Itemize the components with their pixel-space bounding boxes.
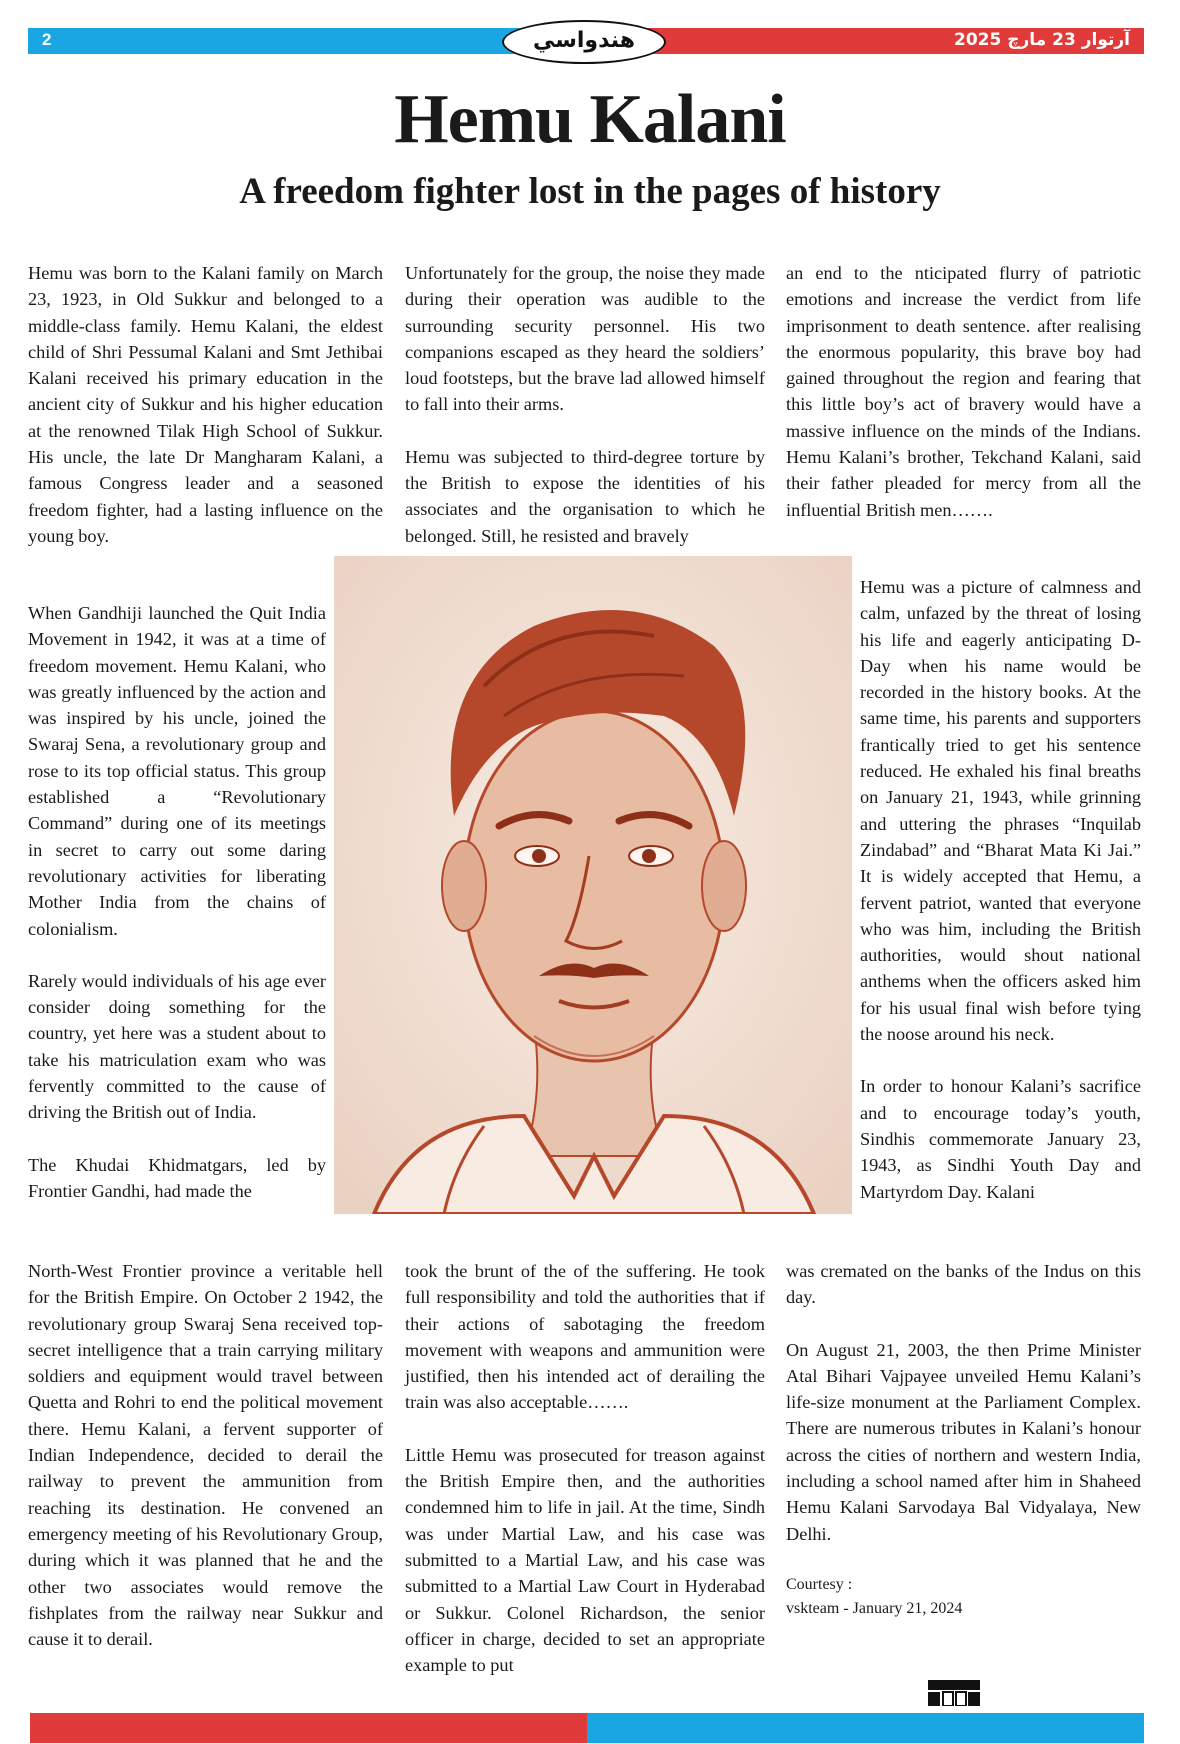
footer-bar-red <box>30 1713 587 1743</box>
paragraph: Hemu was a picture of calmness and calm, unfazed by the threat of losing his life and eagerly anticipating D-Day when his name would be recorded in the history books. At the same time, his parents and supporters frantically tried to get his sentence reduced. He exhaled his final breaths on January 21, 1943, while grinning and uttering the phrases “Inquilab Zindabad” and “Bharat Mata Ki Jai.” It is widely accepted that Hemu, a fervent patriot, wanted that everyone who was him, including the British authorities, would shout national anthems when the officers asked him for his usual final wish before tying the noose around his neck. <box>860 577 1141 1045</box>
column-3-top <box>786 260 1141 523</box>
footer-bar-blue <box>587 1713 1144 1743</box>
column-2-bottom <box>405 1258 765 1678</box>
column-3-bottom <box>786 1258 1141 1621</box>
column-1-bottom <box>28 1258 383 1652</box>
paragraph: When Gandhiji launched the Quit India Movement in 1942, it was at a time of freedom movement. Hemu Kalani, who was greatly influenced by the action and was inspired by his uncle, joined the Swaraj Sena, a revolutionary group and rose to its top official status. This group established a “Revolutionary Command” during one of its meetings in secret to carry out some daring revolutionary activities for liberating Mother India from the chains of colonialism. <box>28 603 326 939</box>
paragraph: North-West Frontier province a veritable hell for the British Empire. On October 2 1942, the revolutionary group Swaraj Sena received top- secret intelligence that a train carrying military soldiers and equipment would travel between Quetta and Rohri to end the political movement there. Hemu Kalani, a fervent supporter of Indian Independence, decided to derail the railway to prevent the ammunition from reaching its destination. He convened an emergency meeting of his Revolutionary Group, during which it was planned that he and the other two associates would remove the fishplates from the railway near Sukkur and cause it to derail. <box>28 1261 383 1650</box>
courtesy-source: vskteam - January 21, 2024 <box>786 1599 963 1617</box>
paragraph: Hemu was subjected to third-degree torture by the British to expose the identities of his associates and the organisation to which he belonged. Still, he resisted and bravely <box>405 446 765 546</box>
paragraph: The Khudai Khidmatgars, led by Frontier Gandhi, had made the <box>28 1154 326 1201</box>
paragraph: Rarely would individuals of his age ever consider doing something for the country, yet here was a student about to take his matriculation exam who was fervently committed to the cause of driving the British out of India. <box>28 970 326 1123</box>
paragraph: an end to the nticipated flurry of patriotic emotions and increase the verdict from life imprisonment to death sentence. after realising the enormous popularity, this brave boy had gained throughout the region and fearing that this little boy’s act of bravery would have a massive influence on the minds of the Indians. Hemu Kalani’s brother, Tekchand Kalani, said their father pleaded for mercy from all the influential British men……. <box>786 263 1141 520</box>
page-number: 2 <box>42 30 52 49</box>
masthead-logo: هندواسي <box>502 20 666 64</box>
column-1-top <box>28 260 383 549</box>
column-2-top <box>405 260 765 549</box>
paragraph: was cremated on the banks of the Indus on this day. <box>786 1261 1141 1308</box>
portrait-photo <box>334 556 852 1214</box>
paragraph: In order to honour Kalani’s sacrifice and to encourage today’s youth, Sindhis commemorate January 23, 1943, as Sindhi Youth Day and Martyrdom Day. Kalani <box>860 1076 1141 1202</box>
paragraph: On August 21, 2003, the then Prime Minister Atal Bihari Vajpayee unveiled Hemu Kalani’s life-size monument at the Parliament Complex. There are numerous tributes in Kalani’s honour across the cities of northern and western India, including a school named after him in Shaheed Hemu Kalani Sarvodaya Bal Vidyalaya, New Delhi. <box>786 1339 1141 1544</box>
header-bar-blue <box>28 28 570 54</box>
courtesy <box>786 1573 1141 1621</box>
paragraph: Hemu was born to the Kalani family on March 23, 1923, in Old Sukkur and belonged to a middle-class family. Hemu Kalani, the eldest child of Shri Pessumal Kalani and Smt Jethibai Kalani received his primary education in the ancient city of Sukkur and his higher education at the renowned Tilak High School of Sukkur. His uncle, the late Dr Mangharam Kalani, a famous Congress leader and a seasoned freedom fighter, had a lasting influence on the young boy. <box>28 263 383 546</box>
courtesy-label: Courtesy : <box>786 1575 853 1593</box>
article-subtitle: A freedom fighter lost in the pages of history <box>239 171 941 212</box>
paragraph: Unfortunately for the group, the noise they made during their operation was audible to the surrounding security personnel. His two companions escaped as they heard the soldiers’ loud footsteps, but the brave lad allowed himself to fall into their arms. <box>405 263 765 415</box>
end-mark-icon <box>928 1680 980 1706</box>
paragraph: Little Hemu was prosecuted for treason against the British Empire then, and the authorities condemned him to life in jail. At the time, Sindh was under Martial Law, and his case was submitted to a Martial Law, and his case was submitted to a Martial Law Court in Hyderabad or Sukkur. Colonel Richardson, the senior officer in charge, decided to set an appropriate example to put <box>405 1444 765 1676</box>
column-3-wrap <box>860 574 1141 1205</box>
article-title: Hemu Kalani <box>394 81 786 158</box>
portrait-sketch-icon <box>334 556 852 1214</box>
footer-bar <box>30 1713 1144 1743</box>
paragraph: took the brunt of the of the suffering. He took full responsibility and told the authorities that if their actions of sabotaging the freedom movement with weapons and ammunition were justified, then his intended act of derailing the train was also acceptable……. <box>405 1261 765 1413</box>
column-1-wrap <box>28 600 326 1204</box>
issue-date: آرتوار 23 مارچ 2025 <box>954 30 1130 50</box>
